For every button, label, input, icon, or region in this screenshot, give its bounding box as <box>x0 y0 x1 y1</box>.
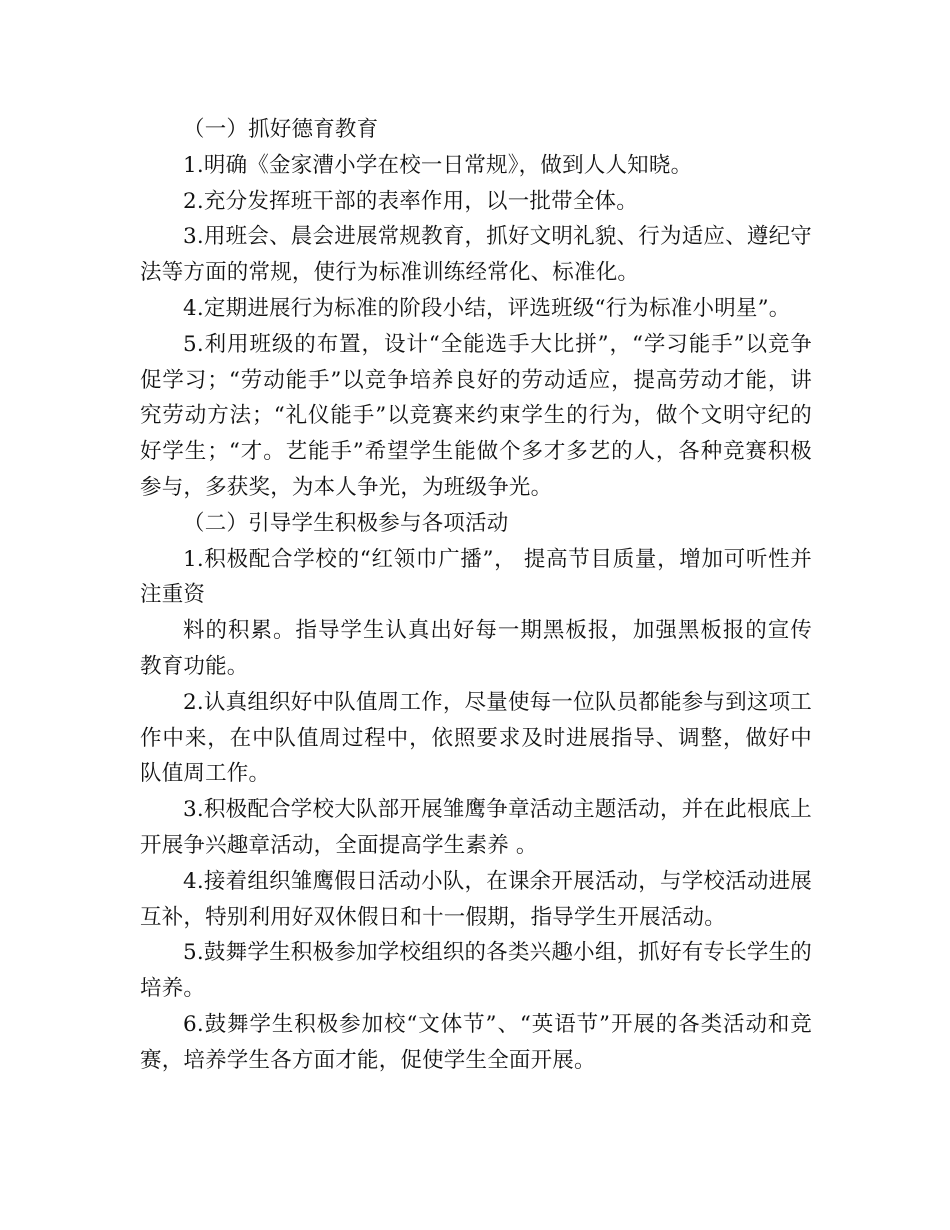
section-heading: （一）抓好德育教育 <box>183 117 379 142</box>
list-item: 2.充分发挥班干部的表率作用，以一批带全体。 <box>183 188 638 214</box>
list-item: 4.接着组织雏鹰假日活动小队，在课余开展活动，与学校活动进展互补，特别利用好双休假日和十一假期，指导学生开展活动。 <box>140 868 812 930</box>
document-body <box>140 112 812 1079</box>
list-item: 1.明确《金家漕小学在校一日常规》，做到人人知晓。 <box>183 152 693 178</box>
list-item: 料的积累。指导学生认真出好每一期黑板报，加强黑板报的宣传教育功能。 <box>140 618 812 679</box>
section-heading: （二）引导学生积极参与各项活动 <box>183 510 509 536</box>
list-item: 2.认真组织好中队值周工作，尽量使每一位队员都能参与到这项工作中来，在中队值周过程中，依照要求及时进展指导、调整，做好中队值周工作。 <box>140 689 812 787</box>
list-item: 3.用班会、晨会进展常规教育，抓好文明礼貌、行为适应、遵纪守法等方面的常规，使行为标准训练经常化、标准化。 <box>140 224 812 286</box>
list-item: 5.鼓舞学生积极参加学校组织的各类兴趣小组，抓好有专长学生的培养。 <box>140 940 812 1002</box>
list-item: 3.积极配合学校大队部开展雏鹰争章活动主题活动，并在此根底上开展争兴趣章活动，全面提高学生素养 。 <box>140 797 812 858</box>
list-item: 1.积极配合学校的“红领巾广播”， 提高节目质量，增加可听性并注重资 <box>140 546 812 608</box>
list-item: 5.利用班级的布置，设计“全能选手大比拼”，“学习能手”以竞争促学习；“劳动能手”以竞争培养良好的劳动适应，提高劳动才能，讲究劳动方法；“礼仪能手”以竞赛来约束学生的行为，做个文明守纪的好学生；“才。艺能手”希望学生能做个多才多艺的人，各种竞赛积极参与，多获奖，为本人争光，为班级争光。 <box>140 331 812 500</box>
list-item: 4.定期进展行为标准的阶段小结，评选班级“行为标准小明星”。 <box>183 295 791 321</box>
list-item: 6.鼓舞学生积极参加校“文体节”、“英语节”开展的各类活动和竞赛，培养学生各方面才能，促使学生全面开展。 <box>140 1011 812 1073</box>
